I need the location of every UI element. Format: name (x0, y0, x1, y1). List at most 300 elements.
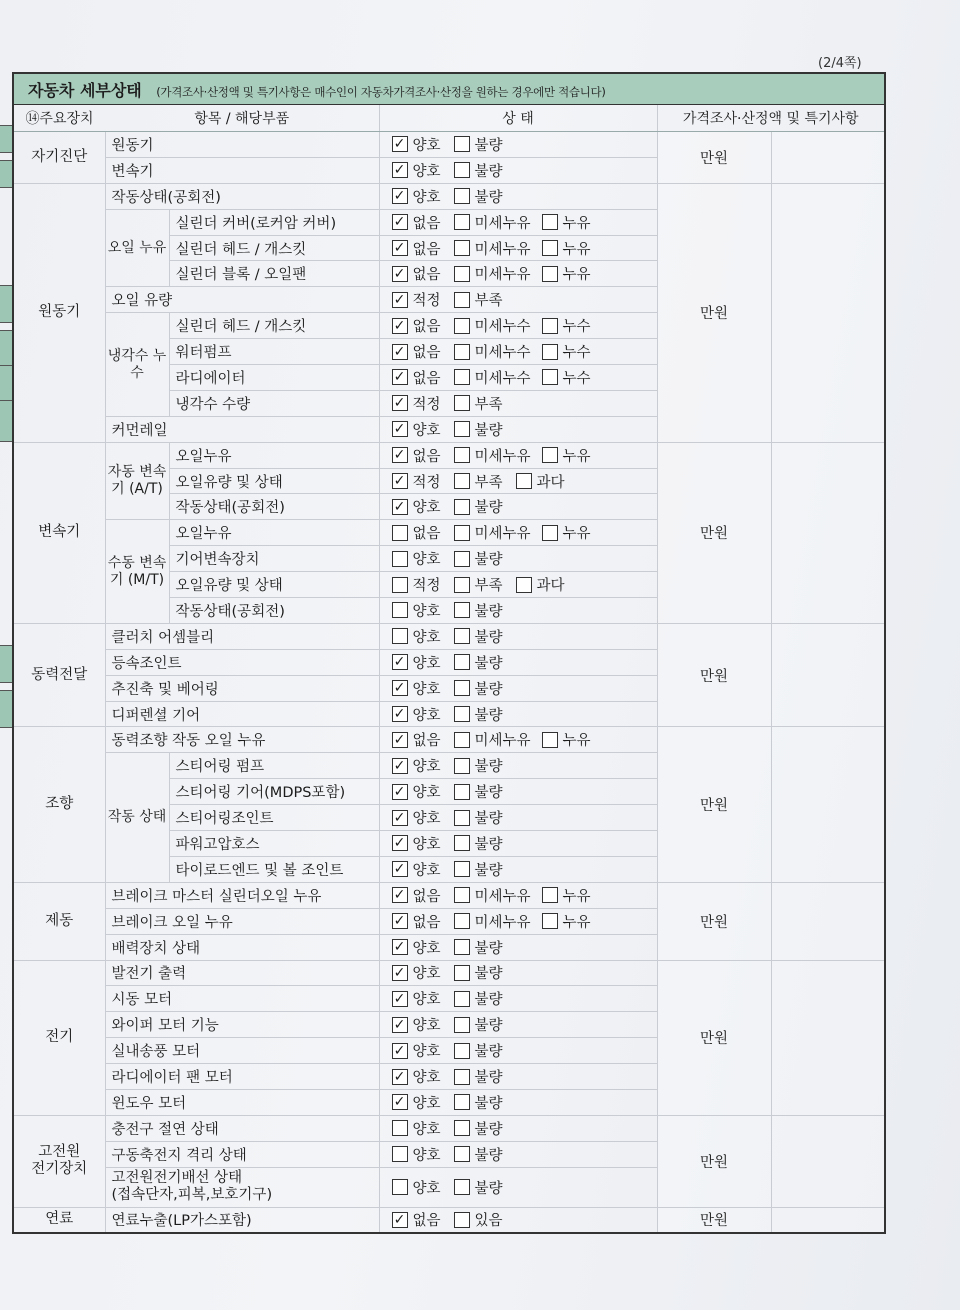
status-option[interactable] (392, 1118, 448, 1139)
checkbox[interactable]: ✓ (392, 991, 408, 1007)
status-option[interactable] (392, 1092, 448, 1113)
checkbox[interactable]: ✓ (392, 421, 408, 437)
adjacent-page-tab (0, 645, 12, 683)
checkbox[interactable] (454, 628, 470, 644)
checkbox[interactable] (454, 1069, 470, 1085)
status-option[interactable] (392, 496, 448, 517)
status-option[interactable] (392, 522, 448, 543)
status-option[interactable] (392, 1066, 448, 1087)
option-label: 불량 (474, 707, 503, 724)
option-label: 없음 (412, 914, 441, 931)
status-option[interactable] (392, 911, 448, 932)
checkbox[interactable] (454, 913, 470, 929)
checkbox[interactable]: ✓ (392, 447, 408, 463)
status-option[interactable] (392, 1040, 448, 1061)
item-label: 실린더 블록 / 오일팬 (169, 261, 379, 287)
checkbox[interactable]: ✓ (392, 240, 408, 256)
checkbox[interactable] (454, 1179, 470, 1195)
status-option[interactable] (542, 445, 598, 466)
status-option[interactable] (392, 238, 448, 259)
price-cell: 만원 (657, 1207, 771, 1233)
option-label: 불량 (474, 862, 503, 879)
item-label: 워터펌프 (169, 339, 379, 365)
remarks-cell[interactable] (771, 727, 885, 882)
status-option[interactable] (542, 522, 598, 543)
checkbox[interactable] (454, 758, 470, 774)
checkbox[interactable] (542, 240, 558, 256)
status-option[interactable] (392, 419, 448, 440)
remarks-cell[interactable] (771, 882, 885, 960)
option-label: 미세누유 (474, 888, 531, 905)
option-label: 양호 (412, 785, 441, 802)
status-option[interactable] (392, 704, 448, 725)
status-option[interactable] (392, 988, 448, 1009)
status-option[interactable] (454, 729, 536, 750)
option-label: 양호 (412, 966, 441, 983)
item-label: 실린더 헤드 / 개스킷 (169, 313, 379, 339)
checkbox[interactable]: ✓ (392, 318, 408, 334)
remarks-cell[interactable] (771, 960, 885, 1115)
checkbox[interactable] (454, 421, 470, 437)
checkbox[interactable] (454, 835, 470, 851)
table-row (13, 1207, 885, 1233)
option-label: 양호 (412, 629, 441, 646)
item-label: 충전구 절연 상태 (105, 1115, 379, 1141)
status-option[interactable] (392, 471, 448, 492)
item-label: 디퍼렌셜 기어 (105, 701, 379, 727)
status-option[interactable] (392, 859, 448, 880)
sub-group-label: 자동 변속기 (A/T) (105, 442, 169, 520)
checkbox[interactable] (454, 240, 470, 256)
status-option[interactable] (392, 626, 448, 647)
status-option[interactable] (454, 160, 510, 181)
checkbox[interactable]: ✓ (392, 758, 408, 774)
status-option[interactable] (392, 263, 448, 284)
status-option[interactable] (516, 574, 572, 595)
remarks-cell[interactable] (771, 132, 885, 184)
checkbox[interactable] (454, 861, 470, 877)
checkbox[interactable]: ✓ (392, 887, 408, 903)
status-option[interactable] (392, 652, 448, 673)
checkbox[interactable] (392, 525, 408, 541)
status-cell (379, 261, 657, 287)
title-row (13, 73, 885, 105)
checkbox[interactable]: ✓ (392, 913, 408, 929)
checkbox[interactable] (454, 577, 470, 593)
status-option[interactable] (392, 678, 448, 699)
status-option[interactable] (392, 574, 448, 595)
option-label: 불량 (474, 552, 503, 569)
device-category: 고전원 전기장치 (13, 1115, 105, 1207)
checkbox[interactable] (542, 318, 558, 334)
option-label: 불량 (474, 1121, 503, 1138)
checkbox[interactable] (454, 473, 470, 489)
table-row (13, 623, 885, 649)
checkbox[interactable] (454, 1120, 470, 1136)
item-label: 시동 모터 (105, 986, 379, 1012)
option-label: 부족 (474, 578, 503, 595)
checkbox[interactable] (454, 1212, 470, 1228)
option-label: 없음 (412, 1213, 441, 1230)
status-option[interactable] (392, 341, 448, 362)
status-option[interactable] (454, 807, 510, 828)
option-label: 불량 (474, 940, 503, 957)
checkbox[interactable]: ✓ (392, 369, 408, 385)
remarks-cell[interactable] (771, 623, 885, 727)
table-row (13, 960, 885, 986)
checkbox[interactable] (454, 344, 470, 360)
status-option[interactable] (542, 212, 598, 233)
checkbox[interactable]: ✓ (392, 654, 408, 670)
checkbox[interactable] (542, 913, 558, 929)
status-option[interactable] (392, 781, 448, 802)
checkbox[interactable] (542, 525, 558, 541)
status-option[interactable] (454, 1144, 510, 1165)
option-label: 미세누유 (474, 215, 531, 232)
checkbox[interactable]: ✓ (392, 861, 408, 877)
checkbox[interactable] (454, 162, 470, 178)
checkbox[interactable]: ✓ (392, 136, 408, 152)
status-option[interactable] (392, 600, 448, 621)
status-option[interactable] (516, 471, 572, 492)
item-label: 스티어링 펌프 (169, 753, 379, 779)
checkbox[interactable] (454, 939, 470, 955)
checkbox[interactable] (454, 136, 470, 152)
checkbox[interactable] (392, 1146, 408, 1162)
price-cell: 만원 (657, 442, 771, 623)
status-option[interactable] (542, 367, 598, 388)
status-option[interactable] (392, 393, 448, 414)
checkbox[interactable] (454, 991, 470, 1007)
status-option[interactable] (454, 238, 536, 259)
header-status: 상 태 (379, 105, 657, 132)
option-label: 불량 (474, 1095, 503, 1112)
checkbox[interactable] (392, 551, 408, 567)
status-cell (379, 365, 657, 391)
status-cell (379, 235, 657, 261)
checkbox[interactable] (542, 266, 558, 282)
checkbox[interactable]: ✓ (392, 680, 408, 696)
status-option[interactable] (454, 626, 510, 647)
checkbox[interactable]: ✓ (392, 1017, 408, 1033)
status-option[interactable] (392, 160, 448, 181)
option-label: 적정 (412, 396, 441, 413)
option-label: 불량 (474, 603, 503, 620)
option-label: 불량 (474, 836, 503, 853)
status-option[interactable] (454, 781, 510, 802)
status-option[interactable] (542, 263, 598, 284)
status-option[interactable] (392, 962, 448, 983)
checkbox[interactable] (454, 318, 470, 334)
option-label: 불량 (474, 1044, 503, 1061)
item-label: 냉각수 수량 (169, 390, 379, 416)
checkbox[interactable] (454, 447, 470, 463)
status-cell (379, 157, 657, 183)
adjacent-page-tab (0, 690, 12, 728)
checkbox[interactable] (392, 1120, 408, 1136)
status-option[interactable] (454, 522, 536, 543)
checkbox[interactable] (454, 395, 470, 411)
checkbox[interactable] (454, 499, 470, 515)
option-label: 양호 (412, 422, 441, 439)
item-label: 오일누유 (169, 520, 379, 546)
status-option[interactable] (454, 600, 510, 621)
status-option[interactable] (454, 885, 536, 906)
status-option[interactable] (392, 367, 448, 388)
option-label: 누유 (562, 914, 591, 931)
status-option[interactable] (454, 652, 510, 673)
status-option[interactable] (454, 755, 510, 776)
remarks-cell[interactable] (771, 1115, 885, 1207)
item-label: 작동상태(공회전) (105, 183, 379, 209)
option-label: 누유 (562, 733, 591, 750)
status-option[interactable] (454, 212, 536, 233)
remarks-cell[interactable] (771, 442, 885, 623)
checkbox[interactable] (454, 810, 470, 826)
option-label: 없음 (412, 215, 441, 232)
device-category: 연료 (13, 1207, 105, 1233)
checkbox[interactable]: ✓ (392, 292, 408, 308)
status-option[interactable] (454, 289, 510, 310)
remarks-cell[interactable] (771, 183, 885, 442)
status-option[interactable] (454, 263, 536, 284)
checkbox[interactable]: ✓ (392, 784, 408, 800)
checkbox[interactable]: ✓ (392, 1094, 408, 1110)
remarks-cell[interactable] (771, 1207, 885, 1233)
checkbox[interactable] (454, 965, 470, 981)
checkbox[interactable] (542, 732, 558, 748)
checkbox[interactable]: ✓ (392, 214, 408, 230)
status-option[interactable] (454, 937, 510, 958)
option-label: 부족 (474, 474, 503, 491)
checkbox[interactable] (454, 602, 470, 618)
status-option[interactable] (454, 988, 510, 1009)
status-option[interactable] (454, 1040, 510, 1061)
status-option[interactable] (392, 548, 448, 569)
item-label: 윈도우 모터 (105, 1089, 379, 1115)
status-cell (379, 183, 657, 209)
item-label: 오일누유 (169, 442, 379, 468)
checkbox[interactable] (454, 551, 470, 567)
header-row (13, 105, 885, 132)
status-option[interactable] (542, 729, 598, 750)
option-label: 양호 (412, 189, 441, 206)
checkbox[interactable] (454, 266, 470, 282)
checkbox[interactable]: ✓ (392, 939, 408, 955)
option-label: 불량 (474, 655, 503, 672)
status-option[interactable] (392, 937, 448, 958)
checkbox[interactable]: ✓ (392, 188, 408, 204)
status-option[interactable] (454, 859, 510, 880)
item-label: 작동상태(공회전) (169, 598, 379, 624)
checkbox[interactable]: ✓ (392, 1212, 408, 1228)
checkbox[interactable] (454, 654, 470, 670)
option-label: 미세누수 (474, 370, 531, 387)
checkbox[interactable] (454, 706, 470, 722)
price-cell: 만원 (657, 727, 771, 882)
vehicle-detail-condition-table (12, 72, 886, 1234)
device-category: 조향 (13, 727, 105, 882)
checkbox[interactable] (392, 577, 408, 593)
status-option[interactable] (454, 833, 510, 854)
status-option[interactable] (392, 289, 448, 310)
status-cell (379, 1012, 657, 1038)
checkbox[interactable] (454, 292, 470, 308)
checkbox[interactable] (542, 447, 558, 463)
option-label: 미세누유 (474, 241, 531, 258)
option-label: 양호 (412, 1180, 441, 1197)
checkbox[interactable] (542, 887, 558, 903)
status-option[interactable] (454, 1092, 510, 1113)
adjacent-page-tab (0, 285, 12, 323)
checkbox[interactable] (454, 188, 470, 204)
checkbox[interactable]: ✓ (392, 499, 408, 515)
checkbox[interactable]: ✓ (392, 162, 408, 178)
status-option[interactable] (392, 134, 448, 155)
checkbox[interactable]: ✓ (392, 732, 408, 748)
option-label: 미세누유 (474, 914, 531, 931)
price-cell: 만원 (657, 132, 771, 184)
status-cell (379, 1038, 657, 1064)
table-row (13, 183, 885, 209)
status-option[interactable] (454, 393, 510, 414)
status-cell (379, 960, 657, 986)
status-option[interactable] (454, 548, 510, 569)
status-option[interactable] (542, 238, 598, 259)
adjacent-page-tab (0, 365, 12, 403)
checkbox[interactable]: ✓ (392, 965, 408, 981)
checkbox[interactable] (454, 1043, 470, 1059)
status-option[interactable] (454, 367, 536, 388)
status-option[interactable] (454, 445, 536, 466)
device-category: 변속기 (13, 442, 105, 623)
status-option[interactable] (392, 1209, 448, 1230)
status-option[interactable] (454, 134, 510, 155)
checkbox[interactable] (454, 525, 470, 541)
option-label: 불량 (474, 1180, 503, 1197)
status-option[interactable] (454, 962, 510, 983)
checkbox[interactable]: ✓ (392, 344, 408, 360)
checkbox[interactable] (454, 1017, 470, 1033)
status-option[interactable] (392, 315, 448, 336)
status-option[interactable] (542, 911, 598, 932)
table-row (13, 132, 885, 158)
status-option[interactable] (392, 833, 448, 854)
checkbox[interactable] (392, 628, 408, 644)
status-option[interactable] (454, 1209, 510, 1230)
checkbox[interactable] (454, 784, 470, 800)
status-option[interactable] (454, 1066, 510, 1087)
checkbox[interactable] (454, 369, 470, 385)
status-option[interactable] (454, 678, 510, 699)
checkbox[interactable] (542, 214, 558, 230)
status-cell (379, 1207, 657, 1233)
option-label: 부족 (474, 293, 503, 310)
checkbox[interactable]: ✓ (392, 1043, 408, 1059)
status-cell (379, 908, 657, 934)
status-option[interactable] (454, 1118, 510, 1139)
checkbox[interactable]: ✓ (392, 395, 408, 411)
checkbox[interactable] (454, 1146, 470, 1162)
price-cell: 만원 (657, 183, 771, 442)
status-option[interactable] (454, 1014, 510, 1035)
status-option[interactable] (454, 419, 510, 440)
status-option[interactable] (454, 574, 510, 595)
option-label: 누수 (562, 319, 591, 336)
option-label: 양호 (412, 1044, 441, 1061)
checkbox[interactable] (454, 887, 470, 903)
checkbox[interactable] (454, 214, 470, 230)
checkbox[interactable] (454, 732, 470, 748)
status-option[interactable] (542, 341, 598, 362)
status-option[interactable] (542, 315, 598, 336)
status-option[interactable] (454, 496, 510, 517)
status-option[interactable] (454, 186, 510, 207)
checkbox[interactable]: ✓ (392, 473, 408, 489)
status-option[interactable] (542, 885, 598, 906)
checkbox[interactable] (392, 602, 408, 618)
checkbox[interactable] (542, 369, 558, 385)
status-cell (379, 339, 657, 365)
status-option[interactable] (392, 755, 448, 776)
option-label: 적정 (412, 474, 441, 491)
status-option[interactable] (392, 807, 448, 828)
status-option[interactable] (454, 911, 536, 932)
status-cell (379, 675, 657, 701)
status-option[interactable] (454, 1177, 510, 1198)
status-option[interactable] (454, 471, 510, 492)
status-cell (379, 649, 657, 675)
header-item: 항목 / 해당부품 (105, 105, 379, 132)
checkbox[interactable] (542, 344, 558, 360)
price-cell: 만원 (657, 882, 771, 960)
status-option[interactable] (392, 186, 448, 207)
status-option[interactable] (454, 704, 510, 725)
sub-group-label: 오일 누유 (105, 209, 169, 287)
item-label: 변속기 (105, 157, 379, 183)
checkbox[interactable] (454, 680, 470, 696)
status-option[interactable] (392, 729, 448, 750)
section-note: (가격조사·산정액 및 특기사항은 매수인이 자동차가격조사·산정을 원하는 경우에만 적습니다) (156, 84, 606, 99)
price-cell: 만원 (657, 1115, 771, 1207)
checkbox[interactable] (392, 1179, 408, 1195)
option-label: 부족 (474, 396, 503, 413)
option-label: 양호 (412, 137, 441, 154)
status-option[interactable] (392, 1177, 448, 1198)
status-option[interactable] (392, 885, 448, 906)
item-label: 추진축 및 베어링 (105, 675, 379, 701)
status-option[interactable] (454, 315, 536, 336)
checkbox[interactable]: ✓ (392, 1069, 408, 1085)
option-label: 없음 (412, 319, 441, 336)
checkbox[interactable] (454, 1094, 470, 1110)
option-label: 누유 (562, 241, 591, 258)
checkbox[interactable] (516, 473, 532, 489)
status-option[interactable] (454, 341, 536, 362)
status-option[interactable] (392, 1014, 448, 1035)
checkbox[interactable]: ✓ (392, 266, 408, 282)
option-label: 양호 (412, 1018, 441, 1035)
checkbox[interactable]: ✓ (392, 706, 408, 722)
option-label: 불량 (474, 966, 503, 983)
status-option[interactable] (392, 212, 448, 233)
checkbox[interactable]: ✓ (392, 835, 408, 851)
checkbox[interactable]: ✓ (392, 810, 408, 826)
status-option[interactable] (392, 1144, 448, 1165)
status-option[interactable] (392, 445, 448, 466)
status-cell (379, 209, 657, 235)
checkbox[interactable] (516, 577, 532, 593)
